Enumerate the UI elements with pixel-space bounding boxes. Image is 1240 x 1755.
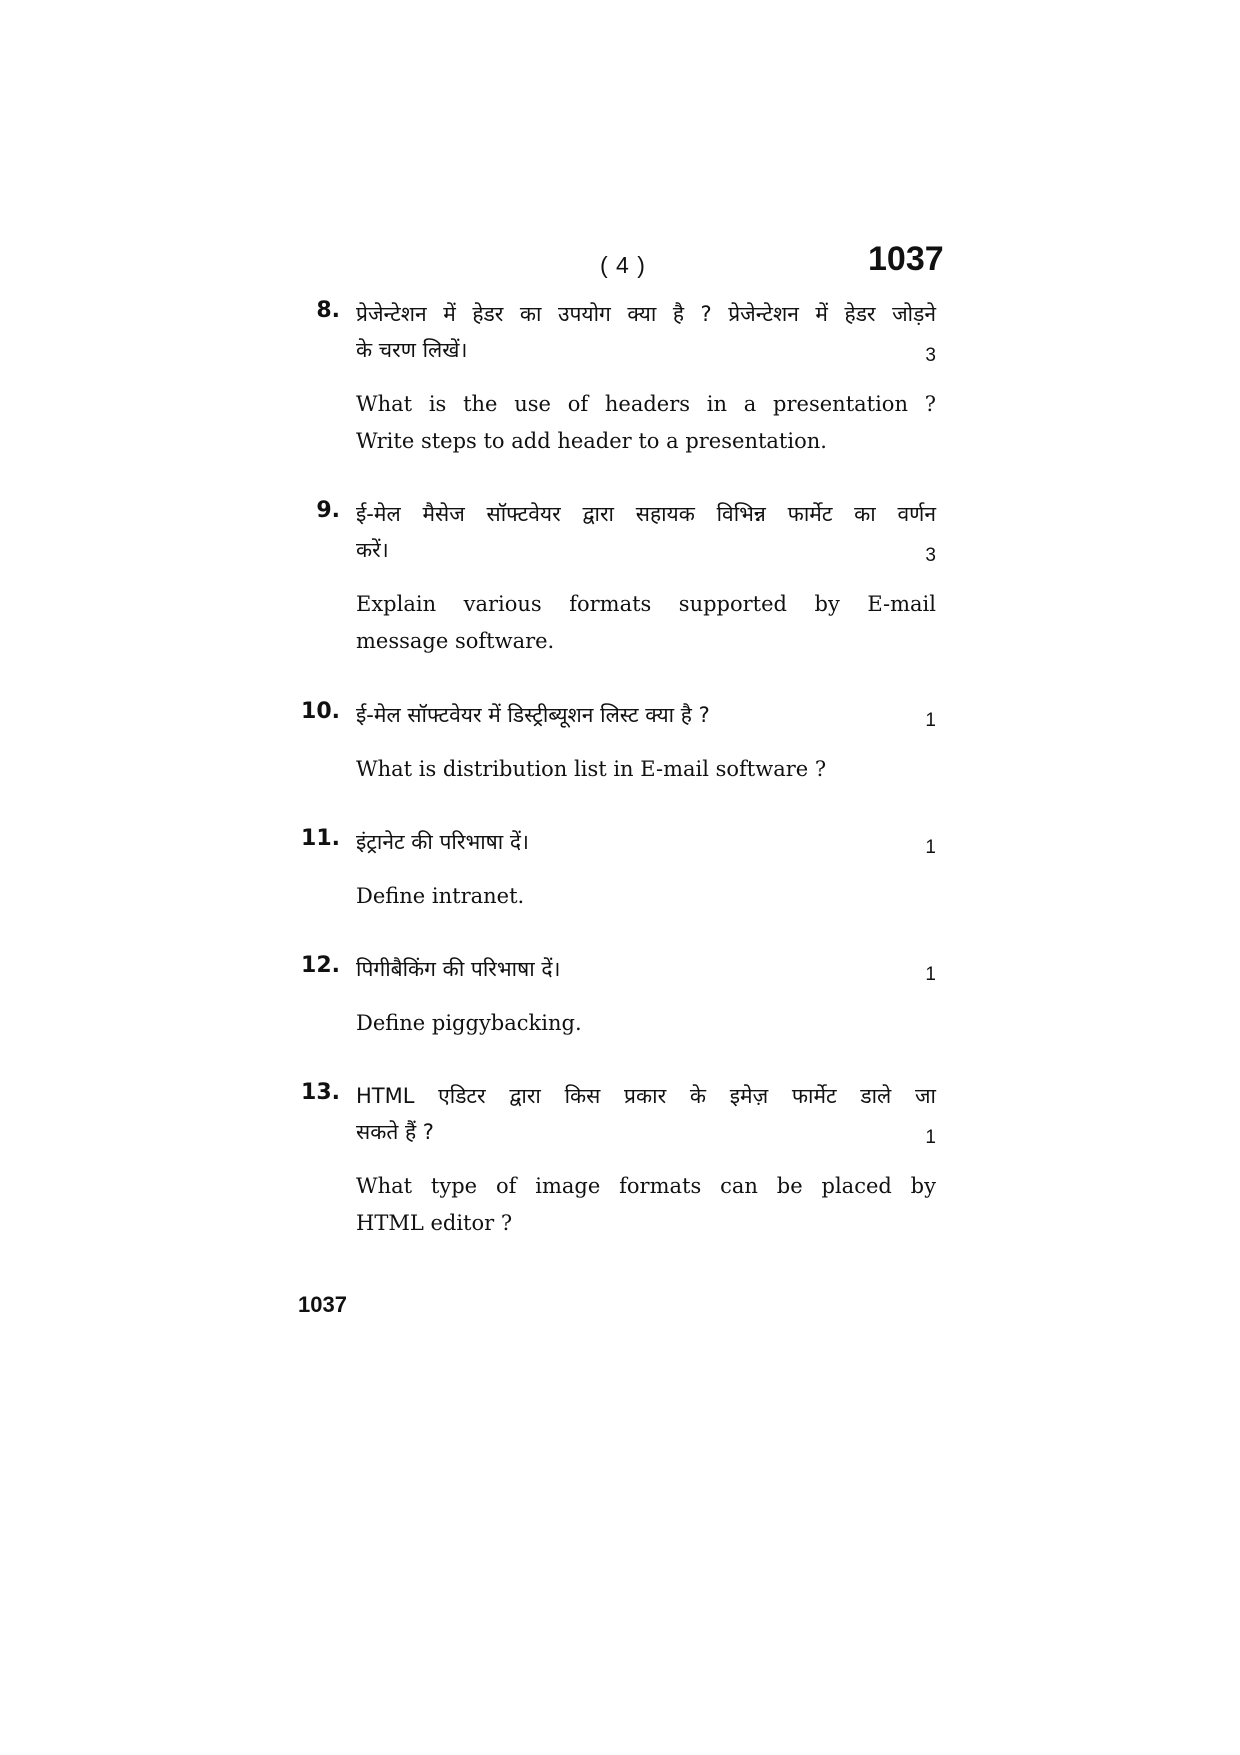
question-english xyxy=(356,751,936,788)
question-number: 13. xyxy=(301,1080,340,1105)
question-marks: 1 xyxy=(925,837,936,858)
question-hindi-line-1-row xyxy=(356,951,936,987)
question-hindi-line-1: प्रेजेन्टेशन में हेडर का उपयोग क्या है ? प्रेजेन्टेशन में हेडर जोड़ने xyxy=(356,302,936,326)
question-english xyxy=(356,878,936,915)
question-body xyxy=(356,951,936,1042)
question-hindi-line-2-row xyxy=(356,532,936,568)
question-english xyxy=(356,1168,936,1242)
question-hindi-line-1: ई-मेल सॉफ्टवेयर में डिस्ट्रीब्यूशन लिस्ट क्या है ? xyxy=(356,703,710,727)
question-english-line-1: Explain various formats supported by E-mail xyxy=(356,592,936,616)
question-english-line-1: What type of image formats can be placed by xyxy=(356,1174,936,1198)
question-english xyxy=(356,1005,936,1042)
question-body xyxy=(356,1078,936,1242)
question-number: 8. xyxy=(316,298,340,323)
question-hindi-line-2: सकते हैं ? xyxy=(356,1120,434,1144)
question-hindi-line-2-row xyxy=(356,1114,936,1150)
question-body xyxy=(356,496,936,660)
question-english xyxy=(356,586,936,660)
question-number: 11. xyxy=(301,826,340,851)
question-hindi-line-2: के चरण लिखें। xyxy=(356,338,468,362)
question-body xyxy=(356,697,936,788)
question-english-line-2: Write steps to add header to a presentation. xyxy=(356,429,827,453)
page-number: ( 4 ) xyxy=(600,252,646,278)
question-marks: 3 xyxy=(925,545,936,566)
question-hindi-line-2-row xyxy=(356,332,936,368)
question-number: 12. xyxy=(301,953,340,978)
question-hindi-line-1-row xyxy=(356,697,936,733)
question-body xyxy=(356,296,936,460)
question-hindi-line-1: पिगीबैकिंग की परिभाषा दें। xyxy=(356,957,561,981)
question-body xyxy=(356,824,936,915)
question-number: 10. xyxy=(301,699,340,724)
question-english-line-2: message software. xyxy=(356,629,555,653)
question-hindi-line-1: इंट्रानेट की परिभाषा दें। xyxy=(356,830,530,854)
question-english xyxy=(356,386,936,460)
question-english-line-2: HTML editor ? xyxy=(356,1211,513,1235)
question-english-line-1: Define intranet. xyxy=(356,884,525,908)
question-english-line-1: Define piggybacking. xyxy=(356,1011,582,1035)
question-english-line-1: What is distribution list in E-mail software ? xyxy=(356,757,827,781)
question-hindi-line-1: HTML एडिटर द्वारा किस प्रकार के इमेज़ फार्मेट डाले जा xyxy=(356,1084,936,1108)
question-marks: 1 xyxy=(925,964,936,985)
question-number: 9. xyxy=(316,498,340,523)
question-marks: 1 xyxy=(925,1127,936,1148)
question-marks: 1 xyxy=(925,710,936,731)
question-hindi-line-2: करें। xyxy=(356,538,389,562)
question-marks: 3 xyxy=(925,345,936,366)
question-hindi-line-1: ई-मेल मैसेज सॉफ्टवेयर द्वारा सहायक विभिन्न फार्मेट का वर्णन xyxy=(356,502,936,526)
paper-code-header: 1037 xyxy=(868,240,944,278)
question-hindi-line-1-row xyxy=(356,824,936,860)
paper-code-footer: 1037 xyxy=(298,1292,347,1317)
question-english-line-1: What is the use of headers in a presentation ? xyxy=(356,392,936,416)
